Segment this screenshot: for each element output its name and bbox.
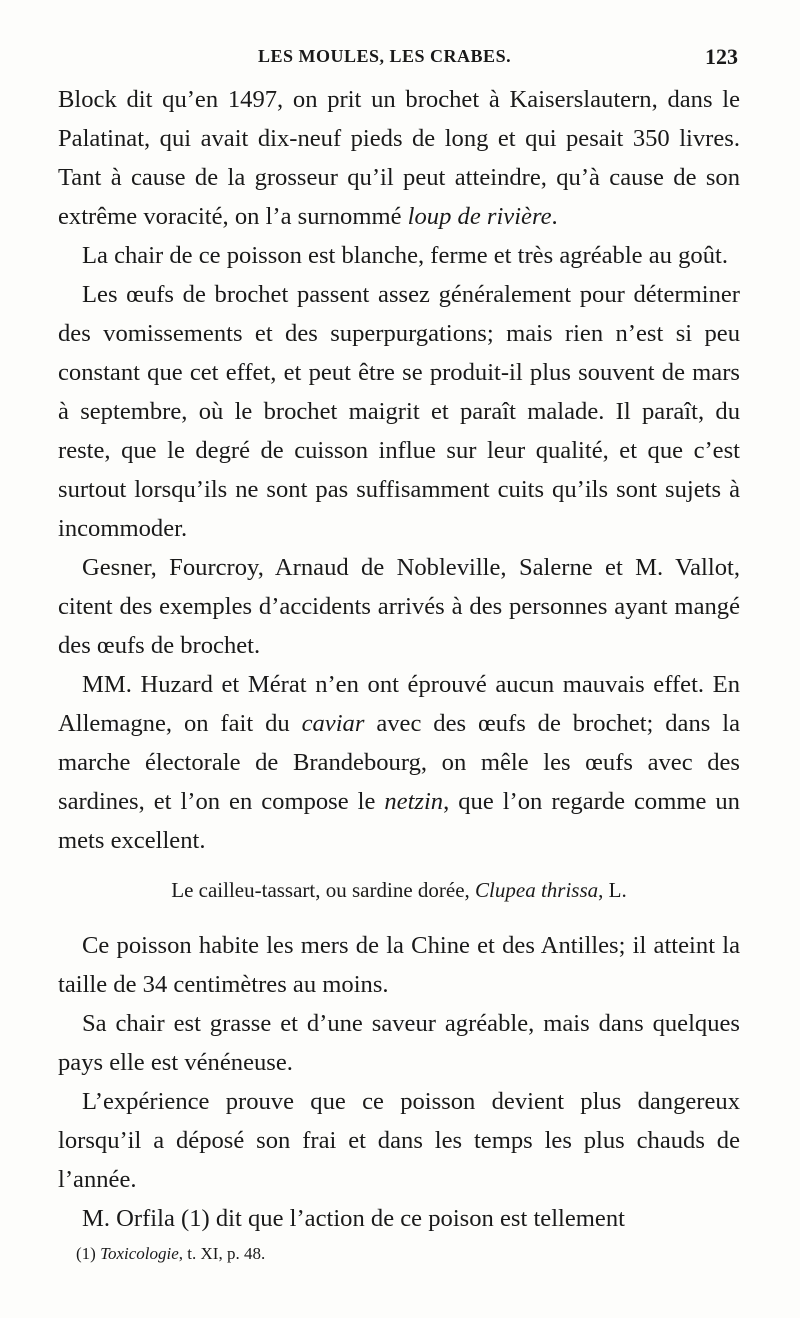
text-run: (1): [76, 1244, 101, 1263]
italic-text: Clupea thrissa: [475, 878, 599, 902]
page-header: [58, 44, 738, 74]
footnote: [76, 1244, 736, 1264]
text-run: M. Orfila (1) dit que l’action de ce poison est tellement: [82, 1205, 625, 1232]
section-heading: [58, 872, 740, 908]
italic-text: Toxicologie: [100, 1244, 179, 1263]
paragraph: [58, 1082, 740, 1199]
paragraph: [58, 236, 740, 275]
text-run: MM. Huzard et Mérat n’en ont éprouvé aucun mauvais effet. En Allemagne, on fait du: [58, 671, 740, 737]
italic-text: loup de rivière: [407, 203, 552, 230]
running-head: LES MOULES, LES CRABES.: [258, 46, 512, 66]
paragraph: [58, 275, 740, 548]
paragraph: [58, 1004, 740, 1082]
text-run: , que l’on regarde comme un mets excellent.: [58, 788, 740, 854]
paragraph: [58, 665, 740, 860]
text-run: Block dit qu’en 1497, on prit un brochet à Kaiserslautern, dans le Palatinat, qui avait dix-neuf pieds de long et qui pesait 350 livres. Tant à cause de la grosseur qu’il peut atteindre, qu’à cause de son extrême voracité, on l’a surnommé: [58, 86, 740, 230]
text-run: , t. XI, p. 48.: [178, 1244, 266, 1263]
footnotes: [76, 1244, 736, 1264]
paragraph: [58, 80, 740, 236]
text-run: Ce poisson habite les mers de la Chine et des Antilles; il atteint la taille de 34 centimètres au moins.: [58, 932, 740, 998]
text-run: , L.: [598, 878, 627, 902]
paragraphs-after-heading: [58, 926, 740, 1238]
paragraph: [58, 926, 740, 1004]
paragraph: [58, 548, 740, 665]
page-number: 123: [705, 44, 738, 69]
text-run: .: [551, 203, 558, 230]
paragraph: [58, 1199, 740, 1238]
text-run: Le cailleu-tassart, ou sardine dorée,: [171, 878, 476, 902]
italic-text: caviar: [301, 710, 365, 737]
text-run: Les œufs de brochet passent assez généralement pour déterminer des vomissements et des superpurgations; mais rien n’est si peu constant que cet effet, et peut être se produit-il plus souvent de mars à septembre, où le brochet maigrit et paraît malade. Il paraît, du reste, que le degré de cuisson influe sur leur qualité, et que c’est surtout lorsqu’ils ne sont pas suffisamment cuits qu’ils sont sujets à incommoder.: [58, 281, 740, 542]
paragraphs-before-heading: [58, 80, 740, 860]
text-run: Sa chair est grasse et d’une saveur agréable, mais dans quelques pays elle est vénéneuse.: [58, 1010, 740, 1076]
text-run: avec des œufs de brochet; dans la marche électorale de Brandebourg, on mêle les œufs avec des sardines, et l’on en compose le: [58, 710, 740, 815]
text-run: La chair de ce poisson est blanche, ferme et très agréable au goût.: [82, 242, 728, 269]
body-text: [58, 80, 740, 1238]
text-run: L’expérience prouve que ce poisson devient plus dangereux lorsqu’il a déposé son frai et dans les temps les plus chauds de l’année.: [58, 1088, 740, 1193]
text-run: Gesner, Fourcroy, Arnaud de Nobleville, Salerne et M. Vallot, citent des exemples d’accidents arrivés à des personnes ayant mangé des œufs de brochet.: [58, 554, 740, 659]
italic-text: netzin: [384, 788, 444, 815]
